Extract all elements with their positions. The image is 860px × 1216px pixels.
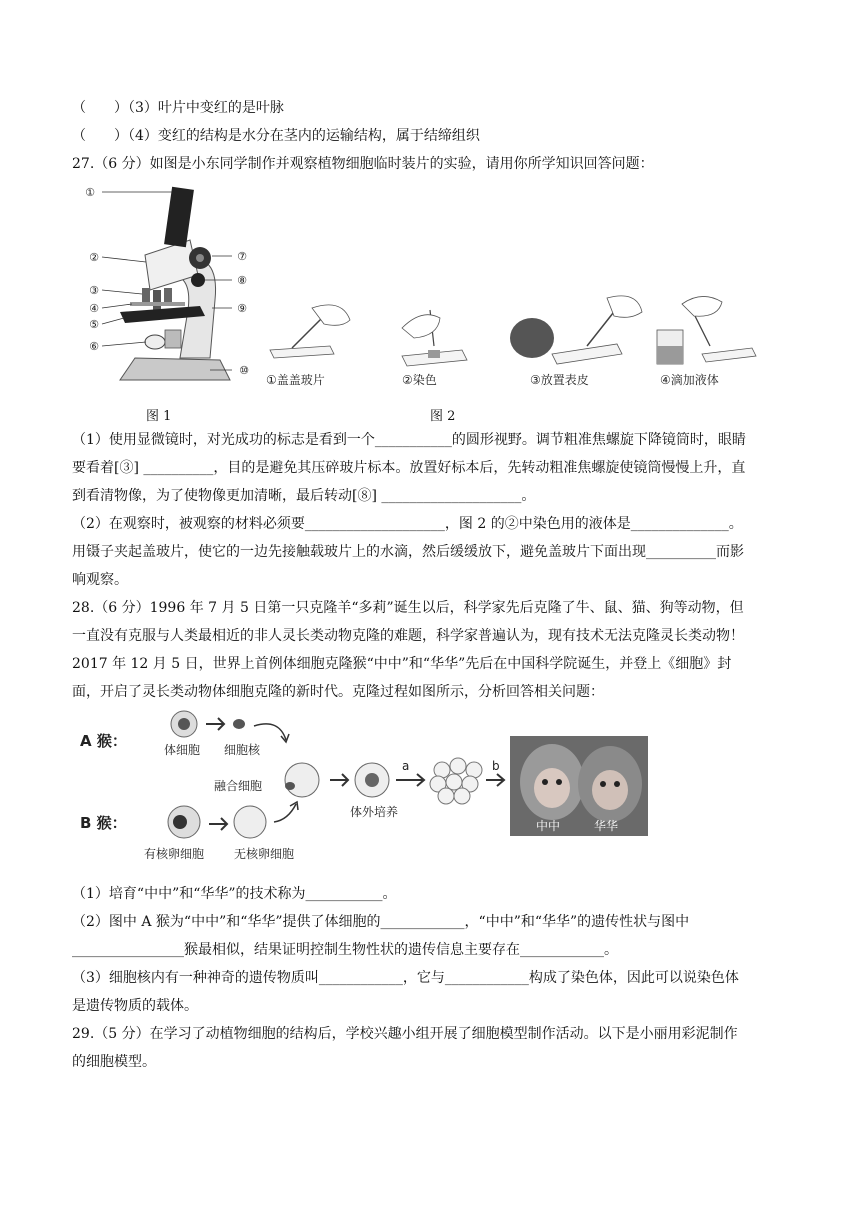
monkey-b-label: B 猴： <box>80 814 127 832</box>
figure-1-caption: 图 1 <box>146 409 172 424</box>
text-line: 面，开启了灵长类动物体细胞克隆的新时代。克隆过程如图所示，分析回答相关问题： <box>72 684 604 700</box>
marker-1: ① <box>85 186 95 199</box>
step-cover-slip <box>270 305 350 358</box>
fused-cell-label: 融合细胞 <box>214 779 263 793</box>
somatic-cell-label: 体细胞 <box>164 743 201 757</box>
step-place-epidermis <box>510 296 642 364</box>
text-line: （1）使用显微镜时，对光成功的标志是看到一个___________的圆形视野。调节粗准焦螺旋下降镜筒时，眼睛 <box>72 432 746 448</box>
text-line: 响观察。 <box>72 572 128 588</box>
monkey-a-label: A 猴： <box>80 732 127 750</box>
question-27: 27.（6 分）如图是小东同学制作并观察植物细胞临时装片的实验，请用你所学知识回答问题： <box>72 156 654 172</box>
marker-8: ⑧ <box>237 274 247 287</box>
text-line: （ ）（3）叶片中变红的是叶脉 <box>72 100 284 116</box>
step-label-3: ③放置表皮 <box>530 373 589 387</box>
marker-2: ② <box>89 251 99 264</box>
arrow-b-label: b <box>492 759 500 773</box>
enucleated-egg-label: 无核卵细胞 <box>234 847 295 861</box>
text-line: 是遗传物质的载体。 <box>72 998 198 1014</box>
text-line: （1）培育“中中”和“华华”的技术称为___________。 <box>72 886 397 902</box>
cloning-diagram <box>74 704 654 872</box>
marker-7: ⑦ <box>237 250 247 263</box>
step-stain <box>402 310 467 366</box>
question-29: 29.（5 分）在学习了动植物细胞的结构后，学校兴趣小组开展了细胞模型制作活动。以下是小丽用彩泥制作 <box>72 1026 738 1042</box>
marker-6: ⑥ <box>89 340 99 353</box>
step-label-1: ①盖盖玻片 <box>266 373 325 387</box>
text-line: 要看着[③] __________，目的是避免其压碎玻片标本。放置好标本后，先转动粗准焦螺旋使镜筒慢慢上升，直 <box>72 460 746 476</box>
figure-2-caption: 图 2 <box>430 409 456 424</box>
marker-9: ⑨ <box>237 302 247 315</box>
step-label-2: ②染色 <box>402 373 437 387</box>
arrow-a-label: a <box>402 759 410 773</box>
nucleus-label: 细胞核 <box>224 743 261 757</box>
text-line: 用镊子夹起盖玻片，使它的一边先接触载玻片上的水滴，然后缓缓放下，避免盖玻片下面出现__________而影 <box>72 544 744 560</box>
marker-10: ⑩ <box>239 364 249 377</box>
nucleated-egg-label: 有核卵细胞 <box>144 847 205 861</box>
text-line: （3）细胞核内有一种神奇的遗传物质叫____________，它与____________构成了染色体，因此可以说染色体 <box>72 970 739 986</box>
text-line: （2）在观察时，被观察的材料必须要____________________，图 2 的②中染色用的液体是______________。 <box>72 516 743 532</box>
text-line: 到看清物像，为了使物像更加清晰，最后转动[⑧] ____________________。 <box>72 488 536 504</box>
text-line: （2）图中 A 猴为“中中”和“华华”提供了体细胞的____________，“中中”和“华华”的遗传性状与图中 <box>72 914 690 930</box>
zhongzhong-label: 中中 <box>536 819 561 833</box>
text-line: 2017 年 12 月 5 日，世界上首例体细胞克隆猴“中中”和“华华”先后在中国科学院诞生，并登上《细胞》封 <box>72 656 732 672</box>
step-add-liquid <box>657 296 756 364</box>
slide-steps-figure <box>262 288 762 398</box>
marker-3: ③ <box>89 284 99 297</box>
microscope-figure <box>80 180 270 395</box>
question-28: 28.（6 分）1996 年 7 月 5 日第一只克隆羊“多莉”诞生以后，科学家先后克隆了牛、鼠、猫、狗等动物，但 <box>72 600 744 616</box>
marker-4: ④ <box>89 302 99 315</box>
huahua-label: 华华 <box>594 819 619 833</box>
text-line: ________________猴最相似，结果证明控制生物性状的遗传信息主要存在____________。 <box>72 942 618 958</box>
marker-5: ⑤ <box>89 318 99 331</box>
text-line: 的细胞模型。 <box>72 1054 156 1070</box>
step-label-4: ④滴加液体 <box>660 373 719 387</box>
culture-label: 体外培养 <box>350 805 399 819</box>
text-line: （ ）（4）变红的结构是水分在茎内的运输结构，属于结缔组织 <box>72 128 480 144</box>
text-line: 一直没有克服与人类最相近的非人灵长类动物克隆的难题，科学家普遍认为，现有技术无法克隆灵长类动物！ <box>72 628 744 644</box>
